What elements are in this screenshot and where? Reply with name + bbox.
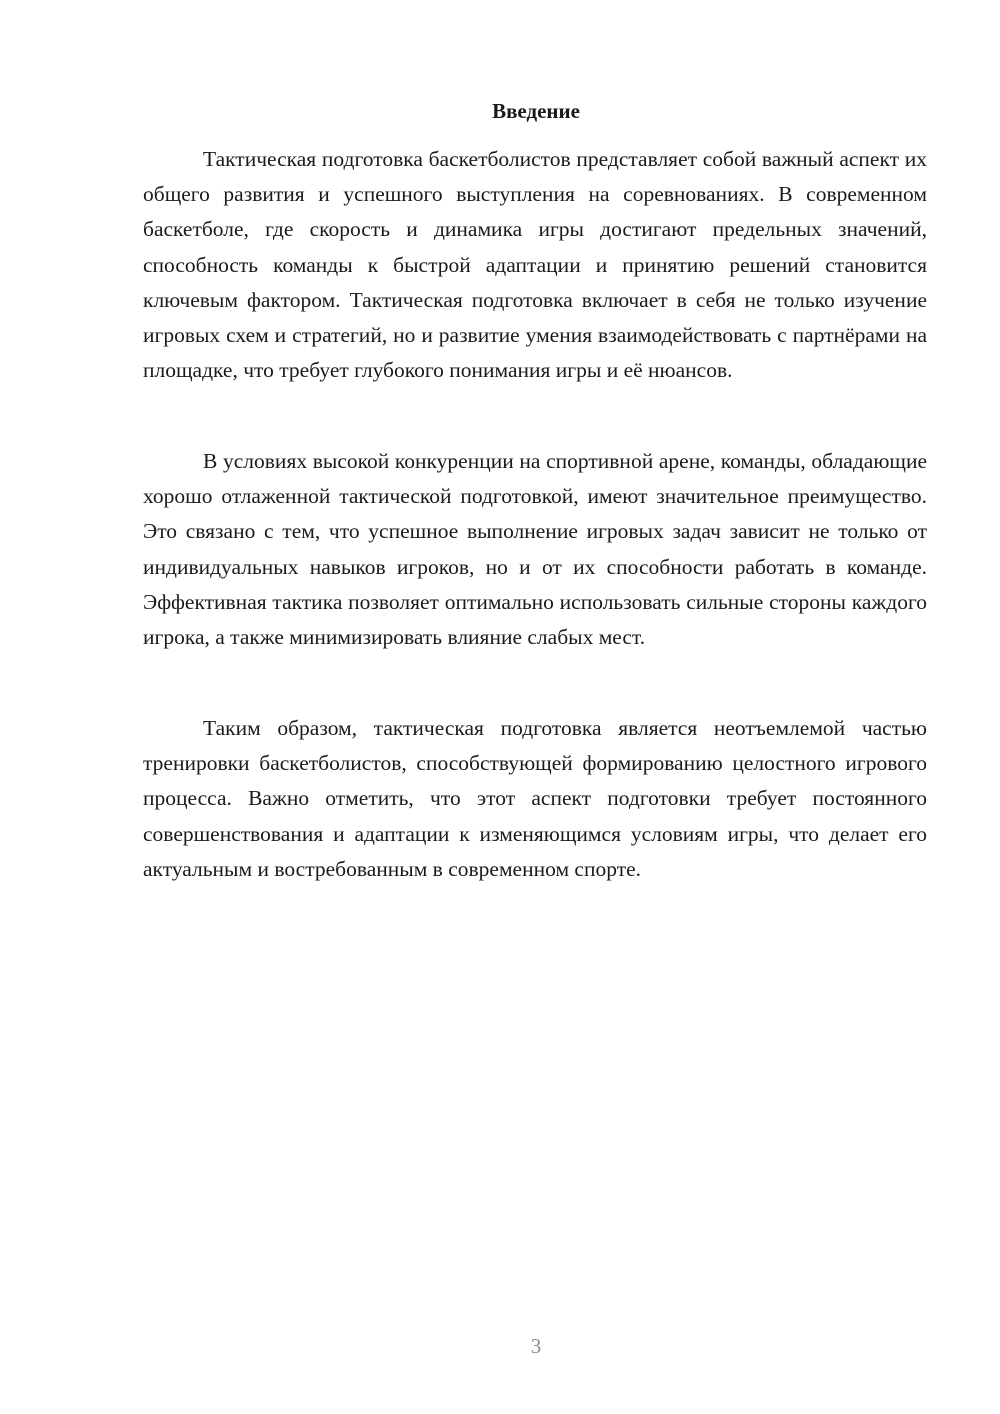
paragraph-3: Таким образом, тактическая подготовка является неотъемлемой частью тренировки баскетболистов, способствующей формированию целостного игрового процесса. Важно отметить, что этот аспект подготовки требует постоянного совершенствования и адаптации к изменяющимся условиям игры, что делает его актуальным и востребованным в современном спорте. xyxy=(143,716,927,881)
page-number: 3 xyxy=(530,1334,542,1358)
page-title: Введение xyxy=(492,99,580,123)
paragraph-2: В условиях высокой конкуренции на спортивной арене, команды, обладающие хорошо отлаженной тактической подготовкой, имеют значительное преимущество. Это связано с тем, что успешное выполнение игровых задач зависит не только от индивидуальных навыков игроков, но и от их способности работать в команде. Эффективная тактика позволяет оптимально использовать сильные стороны каждого игрока, а также минимизировать влияние слабых мест. xyxy=(143,449,927,650)
paragraph-1: Тактическая подготовка баскетболистов представляет собой важный аспект их общего развития и успешного выступления на соревнованиях. В современном баскетболе, где скорость и динамика игры достигают предельных значений, способность команды к быстрой адаптации и принятию решений становится ключевым фактором. Тактическая подготовка включает в себя не только изучение игровых схем и стратегий, но и развитие умения взаимодействовать с партнёрами на площадке, что требует глубокого понимания игры и её нюансов. xyxy=(143,147,927,383)
